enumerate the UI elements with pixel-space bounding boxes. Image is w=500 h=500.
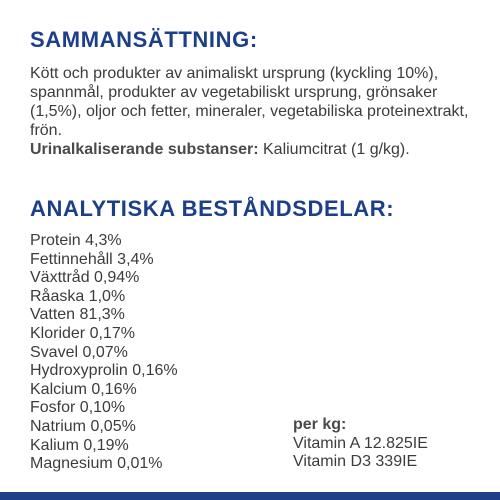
bottom-bar [0,492,500,500]
per-kg-label: per kg: [293,416,347,433]
list-item: Vatten 81,3% [30,306,125,324]
analytical-heading: ANALYTISKA BESTÅNDSDELAR: [30,196,395,221]
urinary-label: Urinalkaliserande substanser: [30,141,259,158]
composition-text [30,64,492,159]
composition-heading: SAMMANSÄTTNING: [30,27,258,52]
analytical-list [30,232,178,474]
ingredients-text: Kött och produkter av animaliskt ursprung (kyckling 10%), spannmål, produkter av vegetabiliskt ursprung, grönsaker (1,5%), oljor och fetter, mineraler, vegetabiliska proteinextrakt, frön. [30,65,469,139]
list-item: Råaska 1,0% [30,287,126,305]
list-item: Protein 4,3% [30,232,122,249]
list-item: Kalium 0,19% [30,436,129,454]
list-item: Klorider 0,17% [30,324,135,342]
list-item: Svavel 0,07% [30,343,128,361]
vitamin-item: Vitamin D3 339IE [293,453,418,471]
vitamin-item: Vitamin A 12.825IE [293,434,428,452]
per-kg-block [293,416,428,472]
list-item: Kalcium 0,16% [30,380,137,398]
list-item: Magnesium 0,01% [30,455,163,473]
list-item: Natrium 0,05% [30,417,136,435]
list-item: Fosfor 0,10% [30,399,126,417]
list-item: Växttråd 0,94% [30,269,140,287]
urinary-value: Kaliumcitrat (1 g/kg). [258,141,410,158]
list-item: Fettinnehåll 3,4% [30,250,154,268]
list-item: Hydroxyprolin 0,16% [30,362,178,380]
